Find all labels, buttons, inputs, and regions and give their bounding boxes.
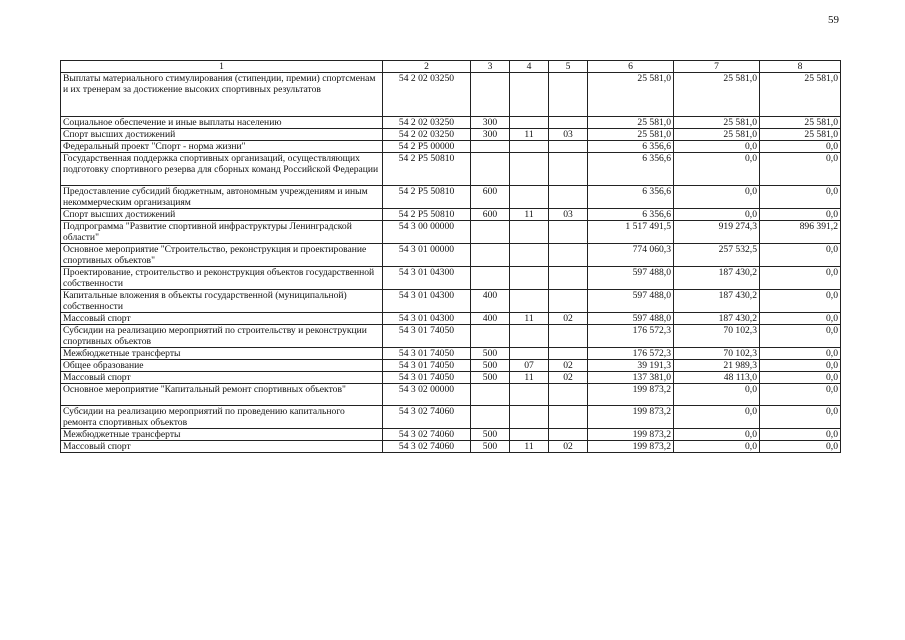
table-row bbox=[61, 429, 841, 441]
row-section bbox=[510, 117, 549, 129]
row-expense-type: 500 bbox=[471, 360, 510, 372]
header-col-1: 1 bbox=[61, 61, 383, 73]
row-expense-type: 600 bbox=[471, 209, 510, 221]
row-target-code: 54 3 01 74050 bbox=[383, 348, 471, 360]
row-subsection: 02 bbox=[549, 313, 588, 325]
row-subsection bbox=[549, 186, 588, 209]
row-amount-col8: 0,0 bbox=[760, 267, 841, 290]
row-target-code: 54 2 P5 50810 bbox=[383, 186, 471, 209]
row-amount-col8: 0,0 bbox=[760, 209, 841, 221]
row-subsection bbox=[549, 429, 588, 441]
row-amount-col7: 48 113,0 bbox=[674, 372, 760, 384]
row-amount-col7: 0,0 bbox=[674, 153, 760, 186]
header-col-4: 4 bbox=[510, 61, 549, 73]
row-amount-col6: 597 488,0 bbox=[588, 267, 674, 290]
row-name: Массовый спорт bbox=[61, 441, 383, 453]
row-subsection bbox=[549, 267, 588, 290]
row-name: Субсидии на реализацию мероприятий по проведению капитального ремонта спортивных объектов bbox=[61, 406, 383, 429]
row-subsection: 03 bbox=[549, 209, 588, 221]
table-row bbox=[61, 290, 841, 313]
row-name: Массовый спорт bbox=[61, 372, 383, 384]
row-target-code: 54 3 00 00000 bbox=[383, 221, 471, 244]
row-amount-col8: 25 581,0 bbox=[760, 117, 841, 129]
row-name: Выплаты материального стимулирования (стипендии, премии) спортсменам и их тренерам за достижение высоких спортивных результатов bbox=[61, 73, 383, 117]
row-name: Субсидии на реализацию мероприятий по строительству и реконструкции спортивных объектов bbox=[61, 325, 383, 348]
row-amount-col8: 0,0 bbox=[760, 348, 841, 360]
row-name: Спорт высших достижений bbox=[61, 129, 383, 141]
row-amount-col6: 1 517 491,5 bbox=[588, 221, 674, 244]
row-expense-type: 400 bbox=[471, 313, 510, 325]
row-target-code: 54 3 02 00000 bbox=[383, 384, 471, 406]
header-col-3: 3 bbox=[471, 61, 510, 73]
table-header-row bbox=[61, 61, 841, 73]
row-expense-type bbox=[471, 73, 510, 117]
table-row bbox=[61, 384, 841, 406]
row-amount-col6: 25 581,0 bbox=[588, 73, 674, 117]
table-row bbox=[61, 221, 841, 244]
row-amount-col7: 187 430,2 bbox=[674, 290, 760, 313]
row-target-code: 54 2 02 03250 bbox=[383, 117, 471, 129]
row-section bbox=[510, 244, 549, 267]
row-expense-type: 500 bbox=[471, 429, 510, 441]
row-target-code: 54 3 02 74060 bbox=[383, 429, 471, 441]
row-subsection bbox=[549, 73, 588, 117]
row-subsection bbox=[549, 141, 588, 153]
row-subsection: 02 bbox=[549, 441, 588, 453]
row-amount-col6: 176 572,3 bbox=[588, 348, 674, 360]
row-amount-col6: 176 572,3 bbox=[588, 325, 674, 348]
header-col-6: 6 bbox=[588, 61, 674, 73]
row-amount-col7: 21 989,3 bbox=[674, 360, 760, 372]
table-row bbox=[61, 406, 841, 429]
row-expense-type bbox=[471, 221, 510, 244]
row-name: Спорт высших достижений bbox=[61, 209, 383, 221]
row-target-code: 54 3 01 00000 bbox=[383, 244, 471, 267]
table-row bbox=[61, 153, 841, 186]
row-amount-col7: 257 532,5 bbox=[674, 244, 760, 267]
row-section bbox=[510, 325, 549, 348]
row-amount-col8: 0,0 bbox=[760, 290, 841, 313]
row-subsection bbox=[549, 244, 588, 267]
table-body bbox=[61, 73, 841, 453]
table-row bbox=[61, 313, 841, 325]
row-section bbox=[510, 73, 549, 117]
row-name: Основное мероприятие "Капитальный ремонт спортивных объектов" bbox=[61, 384, 383, 406]
table-row bbox=[61, 267, 841, 290]
row-amount-col6: 6 356,6 bbox=[588, 141, 674, 153]
row-amount-col7: 0,0 bbox=[674, 406, 760, 429]
row-expense-type: 300 bbox=[471, 129, 510, 141]
row-subsection bbox=[549, 406, 588, 429]
header-col-7: 7 bbox=[674, 61, 760, 73]
row-amount-col8: 0,0 bbox=[760, 372, 841, 384]
table-row bbox=[61, 186, 841, 209]
row-amount-col8: 0,0 bbox=[760, 360, 841, 372]
row-amount-col6: 199 873,2 bbox=[588, 429, 674, 441]
row-subsection: 02 bbox=[549, 360, 588, 372]
row-expense-type bbox=[471, 267, 510, 290]
page-number: 59 bbox=[828, 14, 839, 26]
row-subsection bbox=[549, 153, 588, 186]
row-amount-col8: 0,0 bbox=[760, 141, 841, 153]
row-subsection bbox=[549, 221, 588, 244]
row-subsection: 03 bbox=[549, 129, 588, 141]
row-name: Проектирование, строительство и реконструкция объектов государственной собственности bbox=[61, 267, 383, 290]
row-section bbox=[510, 348, 549, 360]
row-target-code: 54 3 02 74060 bbox=[383, 406, 471, 429]
row-section: 11 bbox=[510, 209, 549, 221]
row-section bbox=[510, 429, 549, 441]
row-expense-type: 600 bbox=[471, 186, 510, 209]
row-expense-type bbox=[471, 384, 510, 406]
row-section: 11 bbox=[510, 441, 549, 453]
row-target-code: 54 2 P5 50810 bbox=[383, 209, 471, 221]
row-subsection: 02 bbox=[549, 372, 588, 384]
row-target-code: 54 2 P5 50810 bbox=[383, 153, 471, 186]
row-target-code: 54 2 P5 00000 bbox=[383, 141, 471, 153]
row-expense-type bbox=[471, 153, 510, 186]
row-amount-col6: 6 356,6 bbox=[588, 186, 674, 209]
table-row bbox=[61, 325, 841, 348]
row-amount-col8: 0,0 bbox=[760, 186, 841, 209]
row-subsection bbox=[549, 290, 588, 313]
row-section bbox=[510, 141, 549, 153]
row-section: 11 bbox=[510, 313, 549, 325]
row-amount-col8: 0,0 bbox=[760, 429, 841, 441]
row-amount-col7: 25 581,0 bbox=[674, 117, 760, 129]
row-expense-type bbox=[471, 244, 510, 267]
row-amount-col7: 919 274,3 bbox=[674, 221, 760, 244]
table-row bbox=[61, 360, 841, 372]
row-section bbox=[510, 221, 549, 244]
row-target-code: 54 3 01 74050 bbox=[383, 360, 471, 372]
row-name: Капитальные вложения в объекты государственной (муниципальной) собственности bbox=[61, 290, 383, 313]
row-amount-col7: 0,0 bbox=[674, 141, 760, 153]
row-section bbox=[510, 186, 549, 209]
row-amount-col6: 137 381,0 bbox=[588, 372, 674, 384]
row-amount-col7: 70 102,3 bbox=[674, 348, 760, 360]
row-target-code: 54 2 02 03250 bbox=[383, 73, 471, 117]
row-name: Социальное обеспечение и иные выплаты населению bbox=[61, 117, 383, 129]
row-amount-col7: 0,0 bbox=[674, 186, 760, 209]
row-amount-col8: 0,0 bbox=[760, 244, 841, 267]
row-amount-col7: 187 430,2 bbox=[674, 267, 760, 290]
row-target-code: 54 3 01 04300 bbox=[383, 290, 471, 313]
row-amount-col7: 25 581,0 bbox=[674, 73, 760, 117]
table-row bbox=[61, 372, 841, 384]
row-section bbox=[510, 406, 549, 429]
budget-table bbox=[60, 60, 841, 453]
table-row bbox=[61, 348, 841, 360]
row-expense-type: 500 bbox=[471, 441, 510, 453]
row-amount-col8: 25 581,0 bbox=[760, 129, 841, 141]
row-name: Основное мероприятие "Строительство, реконструкция и проектирование спортивных объектов" bbox=[61, 244, 383, 267]
row-amount-col8: 25 581,0 bbox=[760, 73, 841, 117]
row-amount-col8: 0,0 bbox=[760, 441, 841, 453]
row-section bbox=[510, 384, 549, 406]
row-expense-type: 300 bbox=[471, 117, 510, 129]
row-target-code: 54 2 02 03250 bbox=[383, 129, 471, 141]
row-section: 11 bbox=[510, 372, 549, 384]
row-amount-col6: 774 060,3 bbox=[588, 244, 674, 267]
table-row bbox=[61, 244, 841, 267]
row-name: Подпрограмма "Развитие спортивной инфраструктуры Ленинградской области" bbox=[61, 221, 383, 244]
row-section: 11 bbox=[510, 129, 549, 141]
row-target-code: 54 3 01 74050 bbox=[383, 325, 471, 348]
row-expense-type bbox=[471, 325, 510, 348]
row-subsection bbox=[549, 384, 588, 406]
row-amount-col7: 187 430,2 bbox=[674, 313, 760, 325]
row-section: 07 bbox=[510, 360, 549, 372]
row-amount-col6: 6 356,6 bbox=[588, 153, 674, 186]
row-name: Общее образование bbox=[61, 360, 383, 372]
row-subsection bbox=[549, 325, 588, 348]
row-amount-col6: 25 581,0 bbox=[588, 129, 674, 141]
table-row bbox=[61, 73, 841, 117]
row-amount-col6: 25 581,0 bbox=[588, 117, 674, 129]
row-subsection bbox=[549, 117, 588, 129]
row-amount-col7: 70 102,3 bbox=[674, 325, 760, 348]
row-amount-col6: 597 488,0 bbox=[588, 313, 674, 325]
row-target-code: 54 3 02 74060 bbox=[383, 441, 471, 453]
row-amount-col7: 0,0 bbox=[674, 384, 760, 406]
table-row bbox=[61, 129, 841, 141]
header-col-5: 5 bbox=[549, 61, 588, 73]
row-section bbox=[510, 290, 549, 313]
row-amount-col6: 597 488,0 bbox=[588, 290, 674, 313]
row-amount-col7: 0,0 bbox=[674, 441, 760, 453]
row-amount-col8: 0,0 bbox=[760, 313, 841, 325]
row-amount-col6: 39 191,3 bbox=[588, 360, 674, 372]
header-col-8: 8 bbox=[760, 61, 841, 73]
row-amount-col6: 6 356,6 bbox=[588, 209, 674, 221]
row-amount-col8: 0,0 bbox=[760, 153, 841, 186]
row-expense-type: 500 bbox=[471, 348, 510, 360]
row-subsection bbox=[549, 348, 588, 360]
row-section bbox=[510, 267, 549, 290]
row-target-code: 54 3 01 04300 bbox=[383, 313, 471, 325]
row-amount-col8: 0,0 bbox=[760, 406, 841, 429]
row-amount-col7: 0,0 bbox=[674, 429, 760, 441]
table-row bbox=[61, 141, 841, 153]
header-col-2: 2 bbox=[383, 61, 471, 73]
row-amount-col8: 896 391,2 bbox=[760, 221, 841, 244]
row-amount-col6: 199 873,2 bbox=[588, 441, 674, 453]
row-amount-col7: 0,0 bbox=[674, 209, 760, 221]
row-name: Федеральный проект "Спорт - норма жизни" bbox=[61, 141, 383, 153]
table-row bbox=[61, 441, 841, 453]
row-expense-type: 400 bbox=[471, 290, 510, 313]
row-name: Межбюджетные трансферты bbox=[61, 429, 383, 441]
row-target-code: 54 3 01 04300 bbox=[383, 267, 471, 290]
row-amount-col6: 199 873,2 bbox=[588, 384, 674, 406]
row-expense-type bbox=[471, 141, 510, 153]
row-name: Межбюджетные трансферты bbox=[61, 348, 383, 360]
table-row bbox=[61, 117, 841, 129]
row-amount-col6: 199 873,2 bbox=[588, 406, 674, 429]
row-target-code: 54 3 01 74050 bbox=[383, 372, 471, 384]
row-name: Предоставление субсидий бюджетным, автономным учреждениям и иным некоммерческим организациям bbox=[61, 186, 383, 209]
row-amount-col8: 0,0 bbox=[760, 325, 841, 348]
row-name: Государственная поддержка спортивных организаций, осуществляющих подготовку спортивного резерва для сборных команд Российской Федерации bbox=[61, 153, 383, 186]
row-amount-col7: 25 581,0 bbox=[674, 129, 760, 141]
row-expense-type: 500 bbox=[471, 372, 510, 384]
row-section bbox=[510, 153, 549, 186]
row-name: Массовый спорт bbox=[61, 313, 383, 325]
table-row bbox=[61, 209, 841, 221]
row-amount-col8: 0,0 bbox=[760, 384, 841, 406]
row-expense-type bbox=[471, 406, 510, 429]
